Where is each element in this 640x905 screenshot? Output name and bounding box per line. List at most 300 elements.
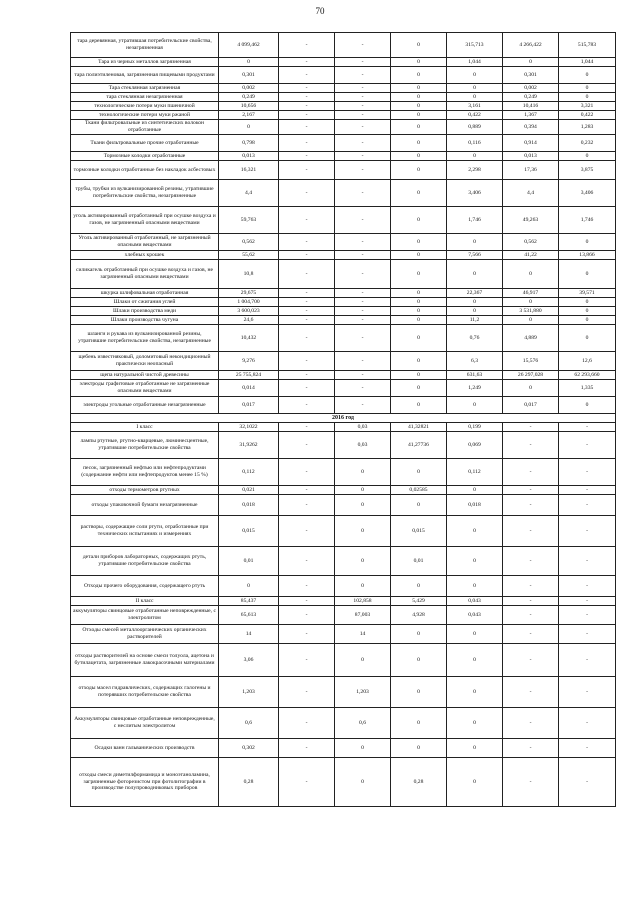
table-row — [71, 180, 616, 207]
value-cell: - — [335, 33, 391, 58]
value-cell: - — [279, 423, 335, 432]
value-cell: 3,406 — [559, 180, 616, 207]
value-cell: 0,889 — [447, 120, 503, 135]
value-cell: 3 600,023 — [219, 307, 279, 316]
value-cell: 0 — [391, 576, 447, 597]
value-cell: 12,6 — [559, 352, 616, 371]
table-row — [71, 758, 616, 807]
value-cell: 0 — [503, 260, 559, 289]
value-cell: 0,562 — [503, 234, 559, 251]
value-cell: 0,199 — [447, 423, 503, 432]
value-cell: 0 — [447, 152, 503, 161]
value-cell: 0 — [391, 371, 447, 380]
waste-name-cell: лампы ртутные, ртутно-кварцевые, люминесцентные, утратившие потребительские свойства — [71, 432, 219, 459]
value-cell: - — [279, 234, 335, 251]
value-cell: 0,043 — [447, 597, 503, 606]
value-cell: 0 — [447, 625, 503, 644]
value-cell: - — [279, 547, 335, 576]
value-cell: - — [279, 371, 335, 380]
table-body — [71, 33, 616, 807]
value-cell: - — [335, 307, 391, 316]
value-cell: - — [503, 576, 559, 597]
value-cell: 1,249 — [447, 380, 503, 397]
value-cell: 41,27736 — [391, 432, 447, 459]
value-cell: 0,017 — [219, 397, 279, 414]
value-cell: 0,069 — [447, 432, 503, 459]
waste-name-cell: Ткани фильтровальные из синтетических волокон отработанные — [71, 120, 219, 135]
value-cell: - — [279, 58, 335, 67]
value-cell: 315,713 — [447, 33, 503, 58]
value-cell: 631,63 — [447, 371, 503, 380]
value-cell: 0 — [559, 316, 616, 325]
value-cell: 0 — [391, 120, 447, 135]
waste-name-cell: Отходы смесей металлоорганических органических растворителей — [71, 625, 219, 644]
value-cell: 0 — [391, 33, 447, 58]
value-cell: 0,76 — [447, 325, 503, 352]
waste-name-cell: тара полиэтиленовая, загрязненная пищевыми продуктами — [71, 67, 219, 84]
value-cell: 0 — [447, 547, 503, 576]
value-cell: 0,013 — [503, 152, 559, 161]
value-cell: 0 — [447, 758, 503, 807]
value-cell: 7,566 — [447, 251, 503, 260]
value-cell: - — [279, 352, 335, 371]
value-cell: - — [335, 152, 391, 161]
waste-name-cell: щебень известняковый, доломитовый некондиционный практически неопасный — [71, 352, 219, 371]
value-cell: - — [335, 380, 391, 397]
value-cell: - — [559, 547, 616, 576]
value-cell: 0 — [219, 576, 279, 597]
value-cell: 0 — [447, 298, 503, 307]
value-cell: - — [279, 298, 335, 307]
value-cell: - — [335, 84, 391, 93]
table-row — [71, 371, 616, 380]
value-cell: 9,276 — [219, 352, 279, 371]
value-cell: 0,249 — [503, 93, 559, 102]
value-cell: 31,9262 — [219, 432, 279, 459]
waste-name-cell: отходы термометров ртутных — [71, 486, 219, 495]
value-cell: 0 — [391, 708, 447, 739]
value-cell: - — [279, 180, 335, 207]
value-cell: 0 — [391, 289, 447, 298]
table-row — [71, 576, 616, 597]
value-cell: 0 — [447, 397, 503, 414]
value-cell: 3,161 — [447, 102, 503, 111]
waste-name-cell: II класс — [71, 597, 219, 606]
value-cell: 0,301 — [219, 67, 279, 84]
value-cell: 0 — [447, 93, 503, 102]
value-cell: 24,6 — [219, 316, 279, 325]
value-cell: 0 — [447, 307, 503, 316]
table-row — [71, 111, 616, 120]
value-cell: - — [279, 120, 335, 135]
value-cell: 0 — [219, 120, 279, 135]
waste-name-cell: шкурка шлифовальная отработанная — [71, 289, 219, 298]
value-cell: - — [279, 644, 335, 677]
table-row — [71, 120, 616, 135]
value-cell: - — [279, 708, 335, 739]
value-cell: 4,4 — [503, 180, 559, 207]
value-cell: 25 755,824 — [219, 371, 279, 380]
value-cell: 0,301 — [503, 67, 559, 84]
waste-name-cell: Аккумуляторы свинцовые отработанные неповрежденные, с неслитым электролитом — [71, 708, 219, 739]
value-cell: - — [503, 547, 559, 576]
value-cell: 0,112 — [447, 459, 503, 486]
value-cell: 0 — [391, 67, 447, 84]
value-cell: 0 — [559, 234, 616, 251]
table-row — [71, 298, 616, 307]
value-cell: 0 — [559, 93, 616, 102]
value-cell: 1,283 — [559, 120, 616, 135]
value-cell: - — [559, 516, 616, 547]
value-cell: - — [279, 380, 335, 397]
value-cell: - — [279, 135, 335, 152]
value-cell: - — [279, 739, 335, 758]
value-cell: 0 — [335, 459, 391, 486]
value-cell: 62 293,660 — [559, 371, 616, 380]
value-cell: 1,203 — [335, 677, 391, 708]
value-cell: 59,763 — [219, 207, 279, 234]
value-cell: - — [559, 644, 616, 677]
value-cell: 0 — [447, 84, 503, 93]
value-cell: - — [503, 739, 559, 758]
value-cell: 0 — [391, 316, 447, 325]
value-cell: - — [503, 432, 559, 459]
table-row — [71, 152, 616, 161]
value-cell: 6,3 — [447, 352, 503, 371]
table-row — [71, 207, 616, 234]
value-cell: - — [279, 67, 335, 84]
value-cell: 3,06 — [219, 644, 279, 677]
value-cell: - — [335, 289, 391, 298]
waste-name-cell: щепа натуральной чистой древесины — [71, 371, 219, 380]
value-cell: - — [503, 423, 559, 432]
table-row — [71, 625, 616, 644]
value-cell: - — [559, 432, 616, 459]
page-number: 70 — [315, 6, 325, 16]
waste-name-cell: I класс — [71, 423, 219, 432]
value-cell: - — [279, 260, 335, 289]
value-cell: 0,6 — [335, 708, 391, 739]
value-cell: - — [503, 459, 559, 486]
value-cell: 0 — [391, 397, 447, 414]
waste-name-cell: Отходы прочего оборудования, содержащего ртуть — [71, 576, 219, 597]
value-cell: - — [335, 67, 391, 84]
value-cell: 0,02585 — [391, 486, 447, 495]
table-row — [71, 260, 616, 289]
value-cell: - — [335, 316, 391, 325]
waste-name-cell: Осадки ванн гальванических производств — [71, 739, 219, 758]
value-cell: 0,422 — [447, 111, 503, 120]
value-cell: - — [279, 459, 335, 486]
table-row — [71, 397, 616, 414]
value-cell: - — [503, 625, 559, 644]
waste-name-cell: тормозные колодки отработанные без накладок асбестовых — [71, 161, 219, 180]
waste-name-cell: Шлаки производства чугуна — [71, 316, 219, 325]
value-cell: 0,015 — [391, 516, 447, 547]
table-row — [71, 739, 616, 758]
value-cell: 0,798 — [219, 135, 279, 152]
value-cell: 0 — [391, 495, 447, 516]
value-cell: - — [335, 397, 391, 414]
value-cell: 3 531,880 — [503, 307, 559, 316]
value-cell: - — [335, 251, 391, 260]
value-cell: 46,917 — [503, 289, 559, 298]
value-cell: 17,36 — [503, 161, 559, 180]
value-cell: 22,367 — [447, 289, 503, 298]
value-cell: 1,044 — [559, 58, 616, 67]
table-row — [71, 516, 616, 547]
value-cell: 0,302 — [219, 739, 279, 758]
waste-name-cell: технологические потери муки ржаной — [71, 111, 219, 120]
table-row — [71, 459, 616, 486]
value-cell: 0,043 — [447, 606, 503, 625]
table-row — [71, 33, 616, 58]
value-cell: 4,4 — [219, 180, 279, 207]
value-cell: 0,422 — [559, 111, 616, 120]
value-cell: - — [279, 316, 335, 325]
value-cell: - — [279, 495, 335, 516]
value-cell: 3,321 — [559, 102, 616, 111]
value-cell: - — [279, 606, 335, 625]
value-cell: - — [335, 234, 391, 251]
value-cell: 0 — [391, 161, 447, 180]
value-cell: 0 — [391, 644, 447, 677]
value-cell: 0 — [391, 380, 447, 397]
value-cell: 0 — [391, 459, 447, 486]
year-row — [71, 414, 616, 423]
table-row — [71, 67, 616, 84]
value-cell: - — [335, 58, 391, 67]
value-cell: 0 — [503, 298, 559, 307]
value-cell: 0 — [559, 67, 616, 84]
waste-name-cell: детали приборов лабораторных, содержащих ртуть, утратившие потребительские свойства — [71, 547, 219, 576]
value-cell: 0,002 — [503, 84, 559, 93]
value-cell: 65,613 — [219, 606, 279, 625]
value-cell: - — [503, 495, 559, 516]
waste-name-cell: растворы, содержащие соли ртути, отработанные при технических испытаниях и измерениях — [71, 516, 219, 547]
value-cell: 0 — [447, 486, 503, 495]
value-cell: 3,875 — [559, 161, 616, 180]
value-cell: - — [279, 93, 335, 102]
table-row — [71, 644, 616, 677]
value-cell: - — [559, 597, 616, 606]
value-cell: 10,8 — [219, 260, 279, 289]
value-cell: 0,249 — [219, 93, 279, 102]
value-cell: - — [279, 207, 335, 234]
value-cell: - — [503, 516, 559, 547]
table-row — [71, 102, 616, 111]
table-row — [71, 486, 616, 495]
value-cell: 15,576 — [503, 352, 559, 371]
value-cell: 0,28 — [219, 758, 279, 807]
value-cell: - — [559, 758, 616, 807]
value-cell: 4,928 — [391, 606, 447, 625]
class-row — [71, 597, 616, 606]
value-cell: - — [335, 371, 391, 380]
value-cell: 0 — [447, 234, 503, 251]
waste-name-cell: отходы смеси диметилформамида и моноэтаноламина, загрязненные фоторезистом при фотолитографии в производстве полупроводниковых приборов — [71, 758, 219, 807]
waste-name-cell: Тормозные колодки отработанные — [71, 152, 219, 161]
table-row — [71, 58, 616, 67]
value-cell: - — [335, 161, 391, 180]
value-cell: - — [279, 102, 335, 111]
value-cell: 0,017 — [503, 397, 559, 414]
value-cell: 0 — [559, 307, 616, 316]
value-cell: - — [559, 459, 616, 486]
value-cell: 0,01 — [219, 547, 279, 576]
value-cell: 5,429 — [391, 597, 447, 606]
value-cell: 29,675 — [219, 289, 279, 298]
waste-name-cell: песок, загрязненный нефтью или нефтепродуктами (содержание нефти или нефтепродуктов менее 15 %) — [71, 459, 219, 486]
value-cell: - — [279, 677, 335, 708]
table-row — [71, 708, 616, 739]
value-cell: 0 — [391, 102, 447, 111]
value-cell: 0,562 — [219, 234, 279, 251]
value-cell: 0 — [391, 111, 447, 120]
value-cell: 14 — [335, 625, 391, 644]
value-cell: 0,6 — [219, 708, 279, 739]
value-cell: - — [503, 486, 559, 495]
value-cell: - — [335, 120, 391, 135]
value-cell: 0,394 — [503, 120, 559, 135]
value-cell: 0 — [447, 677, 503, 708]
waste-name-cell: Тара стеклянная загрязненная — [71, 84, 219, 93]
value-cell: 0 — [391, 739, 447, 758]
value-cell: 11,2 — [447, 316, 503, 325]
value-cell: 0,03 — [335, 432, 391, 459]
value-cell: - — [279, 516, 335, 547]
value-cell: - — [503, 708, 559, 739]
value-cell: - — [335, 111, 391, 120]
value-cell: - — [559, 625, 616, 644]
waste-name-cell: шланги и рукава из вулканизированной резины, утратившие потребительские свойства, незагрязненные — [71, 325, 219, 352]
value-cell: 1,746 — [559, 207, 616, 234]
value-cell: 0 — [391, 251, 447, 260]
value-cell: 55,62 — [219, 251, 279, 260]
value-cell: 85,437 — [219, 597, 279, 606]
value-cell: - — [503, 677, 559, 708]
value-cell: 1,044 — [447, 58, 503, 67]
value-cell: 0,015 — [219, 516, 279, 547]
value-cell: 0 — [559, 298, 616, 307]
value-cell: 0 — [335, 644, 391, 677]
value-cell: - — [335, 325, 391, 352]
value-cell: 0 — [559, 325, 616, 352]
value-cell: 0,01 — [391, 547, 447, 576]
value-cell: 0 — [335, 758, 391, 807]
value-cell: - — [335, 260, 391, 289]
value-cell: - — [279, 397, 335, 414]
table-row — [71, 325, 616, 352]
value-cell: 0,014 — [219, 380, 279, 397]
waste-name-cell: технологические потери муки пшеничной — [71, 102, 219, 111]
table-row — [71, 135, 616, 152]
table-row — [71, 307, 616, 316]
value-cell: 0 — [447, 576, 503, 597]
value-cell: - — [559, 576, 616, 597]
table-row — [71, 352, 616, 371]
value-cell: 0 — [391, 352, 447, 371]
value-cell: 0,018 — [447, 495, 503, 516]
value-cell: 0 — [391, 84, 447, 93]
value-cell: 0,116 — [447, 135, 503, 152]
value-cell: - — [335, 180, 391, 207]
waste-name-cell: аккумуляторы свинцовые отработанные неповрежденные, с электролитом — [71, 606, 219, 625]
value-cell: 0 — [335, 576, 391, 597]
value-cell: 0 — [447, 708, 503, 739]
value-cell: 32,1022 — [219, 423, 279, 432]
value-cell: - — [503, 606, 559, 625]
value-cell: 0,28 — [391, 758, 447, 807]
waste-name-cell: Уголь активированный отработанный, не загрязненный опасными веществами — [71, 234, 219, 251]
waste-name-cell: Ткани фильтровальные прочие отработанные — [71, 135, 219, 152]
table-row — [71, 606, 616, 625]
waste-name-cell: уголь активированный отработанный при осушке воздуха и газов, не загрязненный опасными веществами — [71, 207, 219, 234]
value-cell: - — [279, 251, 335, 260]
value-cell: 0 — [391, 207, 447, 234]
value-cell: 13,866 — [559, 251, 616, 260]
value-cell: - — [279, 152, 335, 161]
value-cell: - — [279, 307, 335, 316]
value-cell: 3,406 — [447, 180, 503, 207]
value-cell: 10,656 — [219, 102, 279, 111]
value-cell: 0 — [335, 516, 391, 547]
table-row — [71, 234, 616, 251]
table-row — [71, 93, 616, 102]
value-cell: 0 — [391, 677, 447, 708]
value-cell: - — [279, 33, 335, 58]
value-cell: 1,335 — [559, 380, 616, 397]
value-cell: - — [279, 432, 335, 459]
value-cell: 49,263 — [503, 207, 559, 234]
value-cell: 39,571 — [559, 289, 616, 298]
value-cell: - — [559, 486, 616, 495]
value-cell: 0 — [559, 260, 616, 289]
value-cell: 0 — [391, 152, 447, 161]
value-cell: 0 — [391, 625, 447, 644]
table-row — [71, 316, 616, 325]
value-cell: 0 — [391, 260, 447, 289]
value-cell: 0,232 — [559, 135, 616, 152]
value-cell: 0 — [447, 644, 503, 677]
value-cell: 0 — [559, 84, 616, 93]
value-cell: 2,167 — [219, 111, 279, 120]
value-cell: 41,32821 — [391, 423, 447, 432]
value-cell: 0 — [391, 298, 447, 307]
value-cell: 0 — [503, 58, 559, 67]
value-cell: - — [279, 758, 335, 807]
value-cell: 0 — [391, 135, 447, 152]
value-cell: - — [503, 758, 559, 807]
value-cell: 0,914 — [503, 135, 559, 152]
value-cell: - — [559, 495, 616, 516]
table-row — [71, 380, 616, 397]
value-cell: 0 — [335, 739, 391, 758]
waste-name-cell: силикагель отработанный при осушке воздуха и газов, не загрязненный опасными веществами — [71, 260, 219, 289]
table-row — [71, 677, 616, 708]
value-cell: - — [559, 606, 616, 625]
value-cell: 10,416 — [503, 102, 559, 111]
table-row — [71, 432, 616, 459]
waste-name-cell: Шлаки от сжигания углей — [71, 298, 219, 307]
value-cell: - — [279, 597, 335, 606]
value-cell: 0,018 — [219, 495, 279, 516]
table-row — [71, 251, 616, 260]
value-cell: - — [279, 289, 335, 298]
value-cell: - — [559, 423, 616, 432]
value-cell: 0 — [335, 486, 391, 495]
value-cell: 0 — [559, 397, 616, 414]
